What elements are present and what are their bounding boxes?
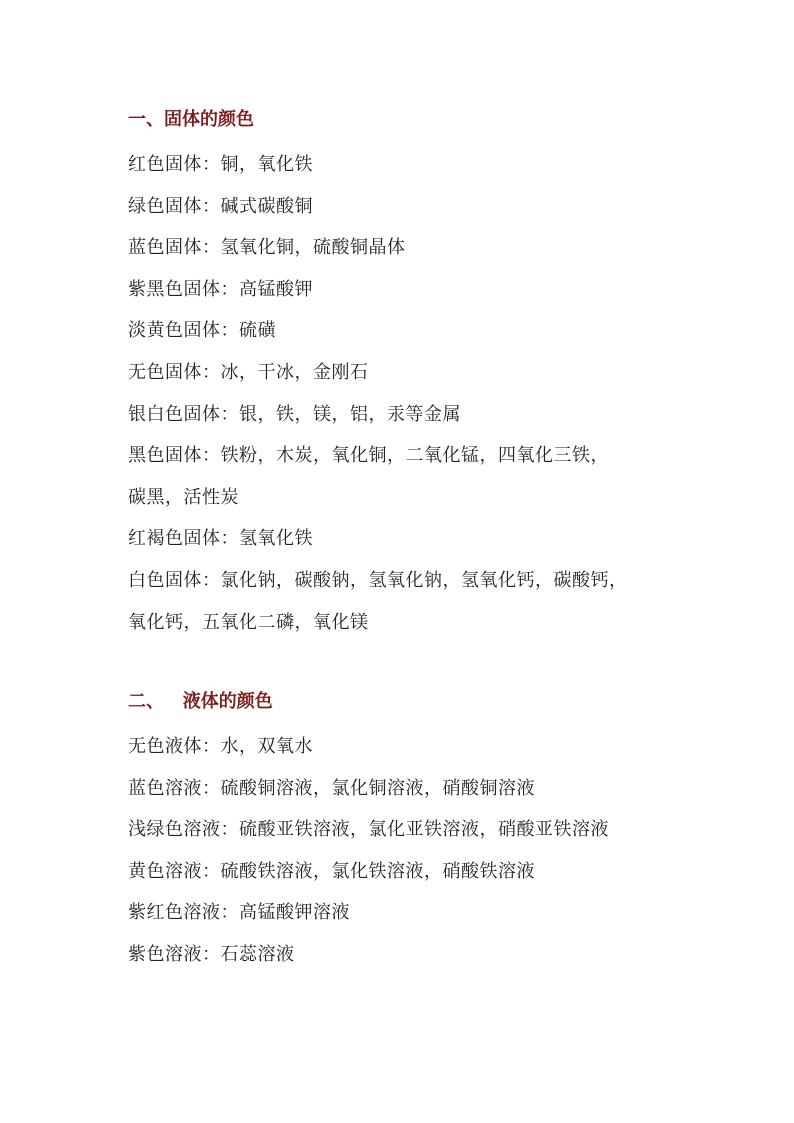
text-line: 黑色固体：铁粉，木炭，氧化铜，二氧化锰，四氧化三铁， [128, 445, 609, 467]
text-line: 无色液体：水，双氧水 [128, 736, 313, 757]
section-heading: 二、 液体的颜色 [128, 691, 273, 712]
text-line: 淡黄色固体：硫磺 [128, 320, 276, 342]
section-heading: 一、固体的颜色 [128, 109, 254, 130]
text-line: 蓝色固体：氢氧化铜，硫酸铜晶体 [128, 237, 406, 259]
text-line: 蓝色溶液：硫酸铜溶液，氯化铜溶液，硝酸铜溶液 [128, 777, 535, 799]
text-line: 紫红色溶液：高锰酸钾溶液 [128, 902, 350, 924]
text-line: 黄色溶液：硫酸铁溶液，氯化铁溶液，硝酸铁溶液 [128, 860, 535, 882]
text-line: 银白色固体：银，铁，镁，铝，汞等金属 [128, 403, 461, 425]
text-line: 白色固体：氯化钠，碳酸钠，氢氧化钠，氢氧化钙，碳酸钙， [128, 569, 628, 591]
text-line: 红色固体：铜，氧化铁 [128, 154, 313, 175]
section-solid-colors [128, 104, 728, 643]
text-line: 紫黑色固体：高锰酸钾 [128, 278, 313, 300]
text-line: 氧化钙，五氧化二磷，氧化镁 [128, 611, 369, 633]
text-line: 碳黑，活性炭 [128, 486, 239, 508]
text-line: 浅绿色溶液：硫酸亚铁溶液，氯化亚铁溶液，硝酸亚铁溶液 [128, 819, 609, 841]
text-line: 无色固体：冰，干冰，金刚石 [128, 361, 369, 383]
text-line: 绿色固体：碱式碳酸铜 [128, 195, 313, 217]
section-liquid-colors [128, 686, 728, 976]
text-line: 红褐色固体：氢氧化铁 [128, 528, 313, 550]
text-line: 紫色溶液：石蕊溶液 [128, 943, 295, 965]
